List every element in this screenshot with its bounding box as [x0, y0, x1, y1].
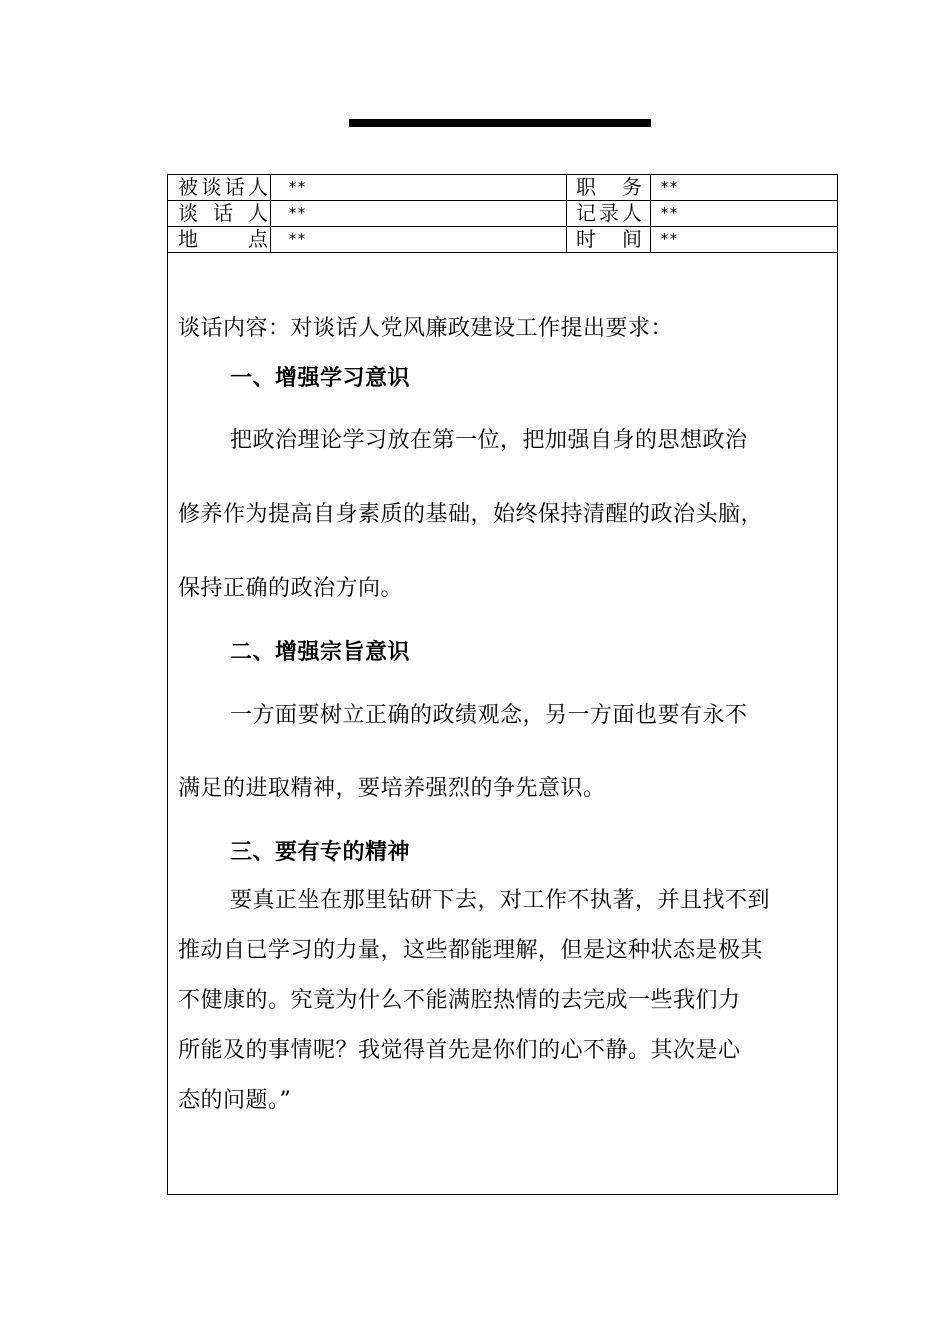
position-label: [576, 175, 642, 200]
info-row-location: [168, 227, 837, 253]
info-row-interviewer: [168, 201, 837, 227]
label-char: 点: [248, 227, 268, 251]
info-row-interviewee: [168, 175, 837, 201]
interview-record-form: [167, 174, 838, 1195]
content-intro: 谈话内容：对谈话人党风廉政建设工作提出要求：: [178, 316, 674, 341]
section-3-heading: 三、要有专的精神: [230, 840, 411, 865]
section-3-line: 要真正坐在那里钻研下去，对工作不执著，并且找不到: [230, 888, 771, 913]
label-char: 人: [248, 201, 268, 225]
section-2-line: 一方面要树立正确的政绩观念，另一方面也要有永不: [230, 703, 748, 728]
label-char: 话: [213, 201, 233, 225]
section-1-line: 把政治理论学习放在第一位，把加强自身的思想政治: [230, 428, 748, 453]
section-3-line: 不健康的。究竟为什么不能满腔热情的去完成一些我们力: [178, 988, 741, 1013]
section-1-line: 修养作为提高自身素质的基础，始终保持清醒的政治头脑，: [178, 502, 764, 527]
interviewee-label: [178, 175, 268, 200]
section-2-heading: 二、增强宗旨意识: [230, 640, 411, 665]
time-value: **: [660, 230, 679, 248]
label-char: 职: [576, 175, 596, 199]
label-char: 人: [622, 201, 642, 225]
label-char: 记: [576, 201, 596, 225]
position-value: **: [660, 178, 679, 196]
label-char: 录: [599, 201, 619, 225]
label-char: 谈: [178, 201, 198, 225]
section-3-line: 所能及的事情呢？我觉得首先是你们的心不静。其次是心: [178, 1038, 741, 1063]
location-value: **: [288, 230, 307, 248]
label-char: 被: [178, 175, 198, 199]
location-label: [178, 227, 268, 252]
interviewee-value: **: [288, 178, 307, 196]
interviewer-label: [178, 201, 268, 226]
section-2-line: 满足的进取精神，要培养强烈的争先意识。: [178, 776, 606, 801]
label-char: 务: [622, 175, 642, 199]
label-char: 谈: [201, 175, 222, 199]
label-char: 地: [178, 227, 198, 251]
time-label: [576, 227, 642, 252]
recorder-label: [576, 201, 642, 226]
label-char: 时: [576, 227, 596, 251]
recorder-value: **: [660, 204, 679, 222]
section-3-line: 态的问题。”: [178, 1088, 292, 1113]
interviewer-value: **: [288, 204, 307, 222]
label-char: 话: [224, 175, 245, 199]
section-1-heading: 一、增强学习意识: [230, 366, 411, 391]
label-char: 人: [247, 175, 268, 199]
section-3-line: 推动自已学习的力量，这些都能理解，但是这种状态是极其: [178, 938, 764, 963]
section-1-line: 保持正确的政治方向。: [178, 576, 404, 601]
title-underline: [349, 119, 651, 127]
label-char: 间: [622, 227, 642, 251]
